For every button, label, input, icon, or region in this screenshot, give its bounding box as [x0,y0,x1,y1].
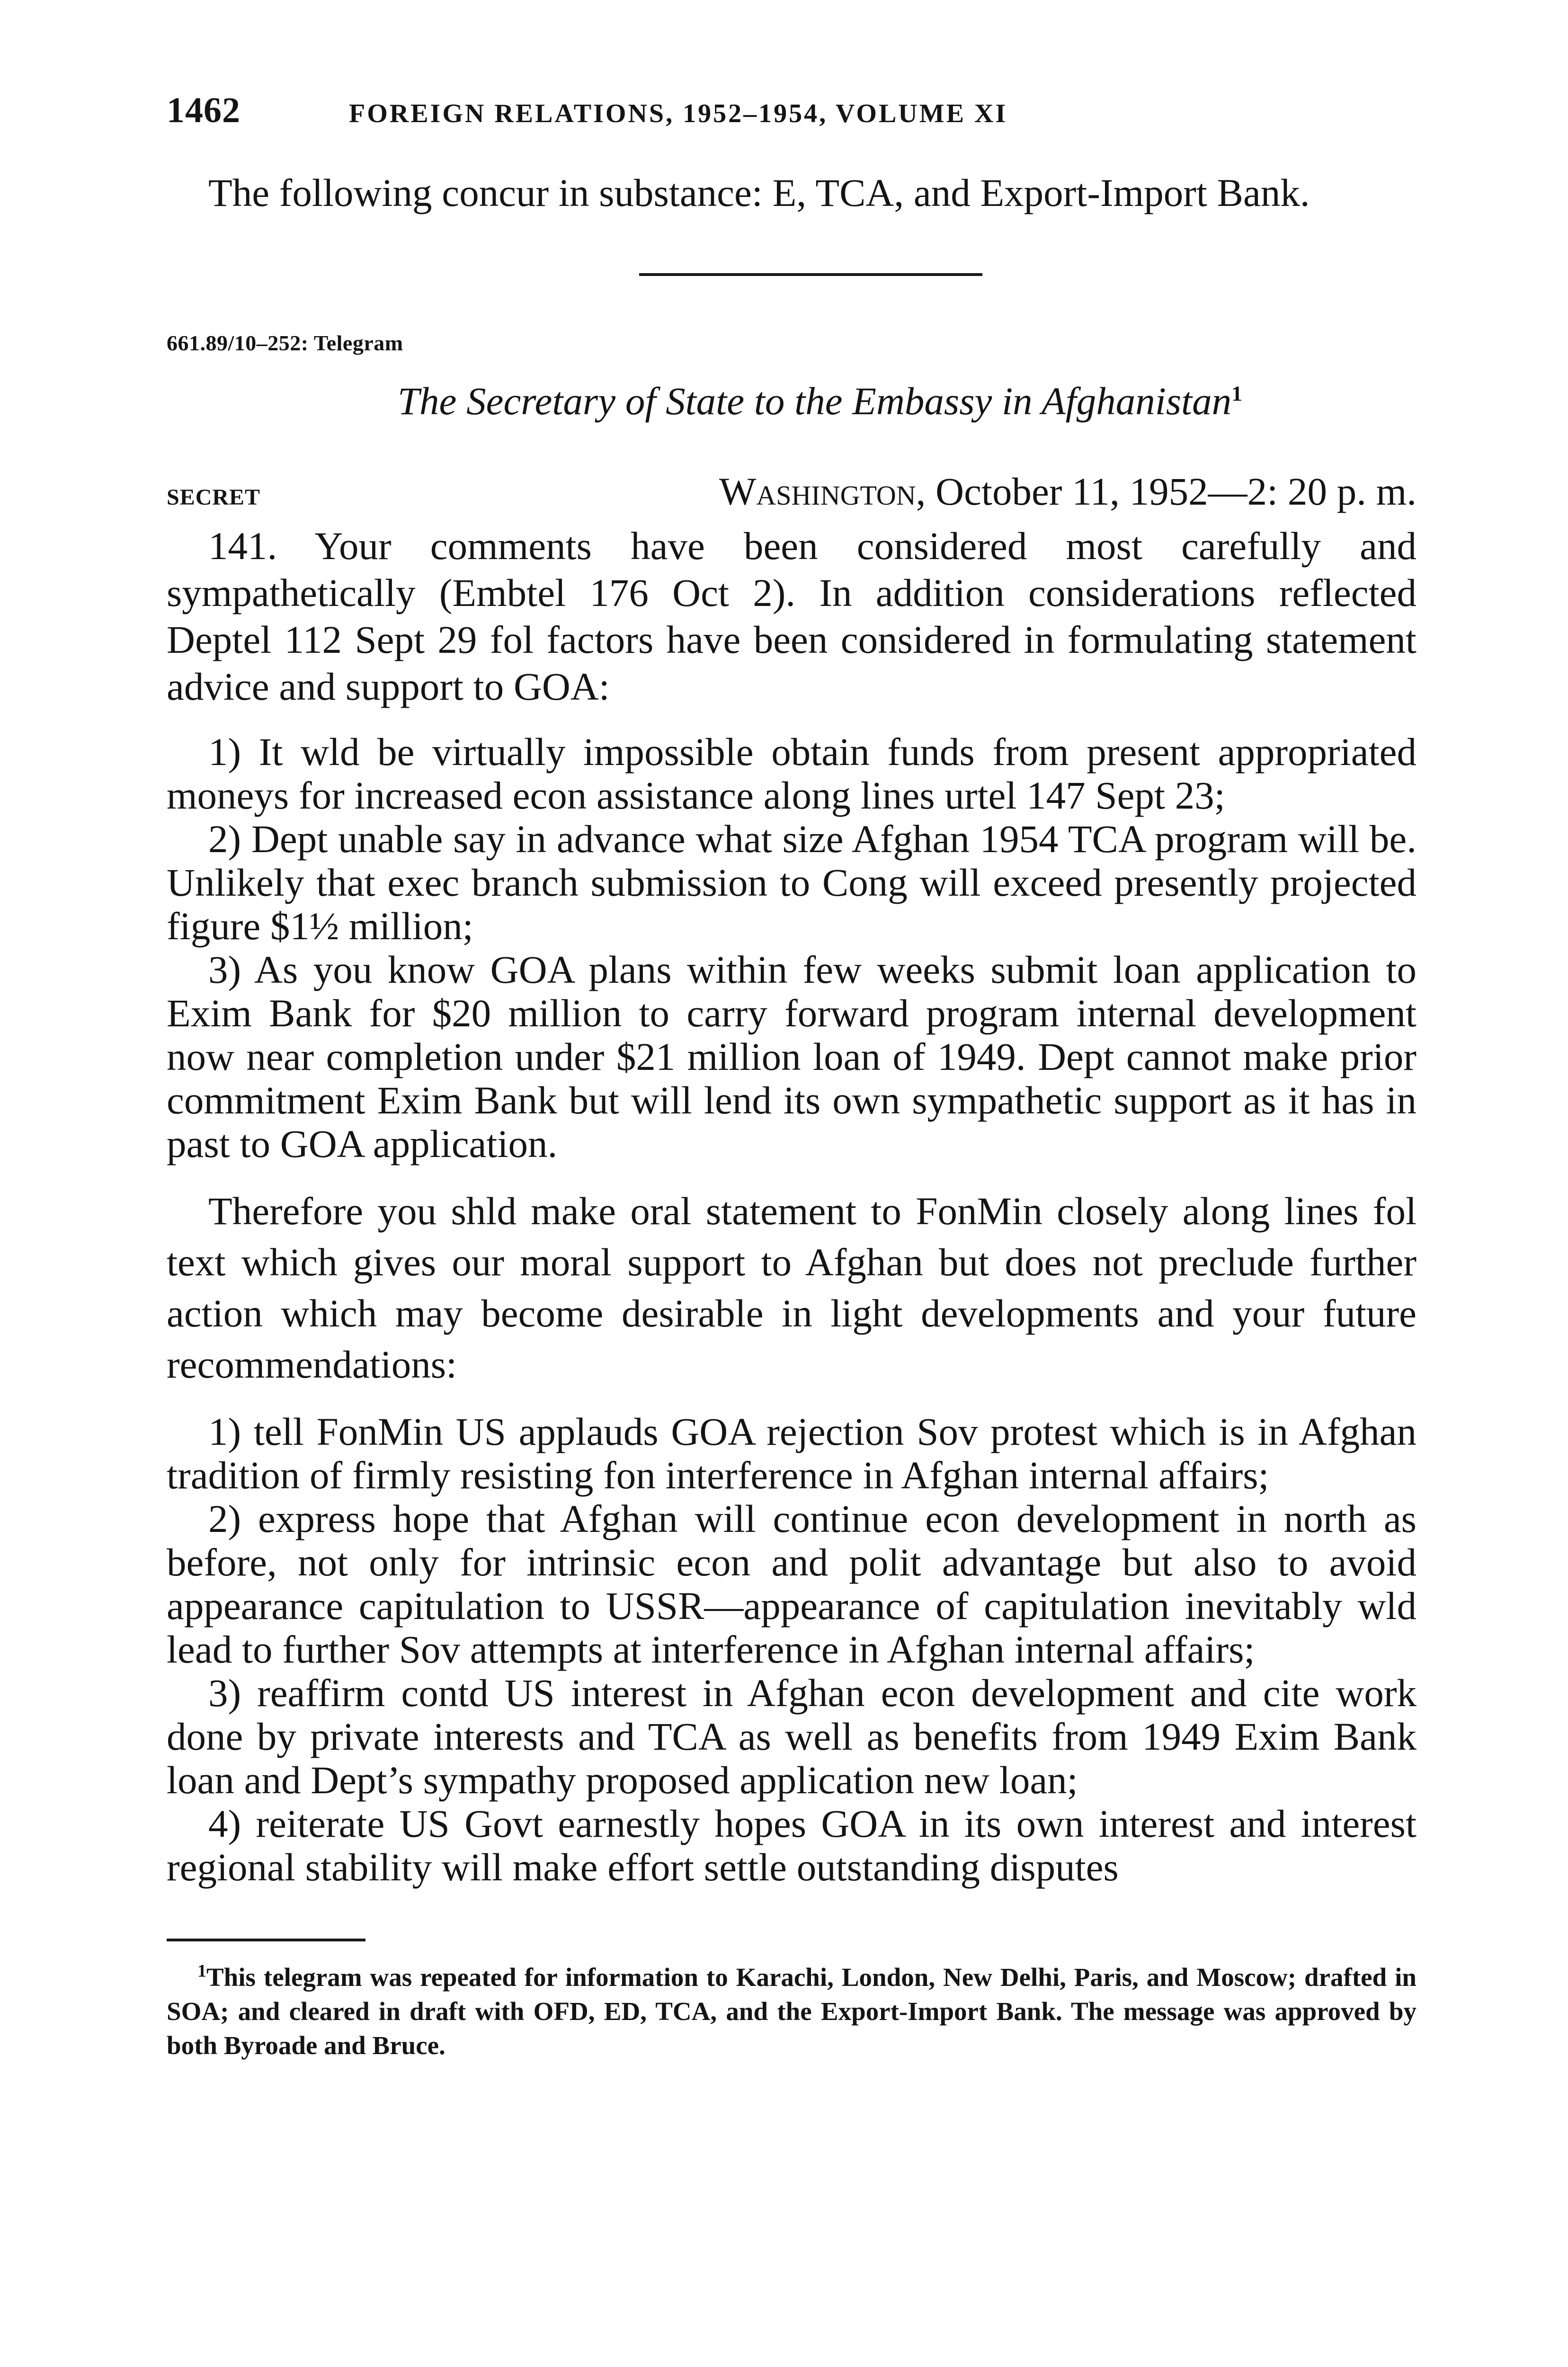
place: Washington [719,470,916,513]
footnote-text: This telegram was repeated for information to Karachi, London, New Delhi, Paris, and Moscow; drafted in SOA; and cleared in draft with OFD, ED, TCA, and the Export-Import Bank. The message was approved by both Byroade and Bruce. [167,1963,1417,2060]
factor-item: 3) As you know GOA plans within few weeks submit loan application to Exim Bank for $20 million to carry forward program internal development now near completion under $21 million loan of 1949. Dept cannot make prior commitment Exim Bank but will lend its own sympathetic support as it has in past to GOA application. [167,948,1417,1166]
dateline [167,469,1417,514]
point-item: 4) reiterate US Govt earnestly hopes GOA in its own interest and interest regional stability will make effort settle outstanding disputes [167,1802,1417,1889]
document-title-text: The Secretary of State to the Embassy in Afghanistan [397,379,1232,423]
classification-label: SECRET [167,485,261,510]
running-head [167,90,1417,142]
document-title [167,378,1417,424]
footnote-divider [167,1939,365,1941]
footnote-marker: 1 [197,1961,206,1981]
point-item: 1) tell FonMin US applauds GOA rejection Sov protest which is in Afghan tradition of firmly resisting fon interference in Afghan internal affairs; [167,1410,1417,1497]
factor-item: 2) Dept unable say in advance what size Afghan 1954 TCA program will be. Unlikely that exec branch submission to Cong will exceed presently projected figure $1½ million; [167,817,1417,948]
point-item: 2) express hope that Afghan will continue econ development in north as before, not only for intrinsic econ and polit advantage but also to avoid appearance capitulation to USSR—appearance of capitulation inevitably wld lead to further Sov attempts at interference in Afghan internal affairs; [167,1497,1417,1671]
date: , October 11, 1952—2: 20 p. m. [916,470,1417,513]
factor-list [167,730,1417,1166]
point-item: 3) reaffirm contd US interest in Afghan econ development and cite work done by private interests and TCA as well as benefits from 1949 Exim Bank loan and Dept’s sympathy proposed application new loan; [167,1671,1417,1802]
message-opening: 141. Your comments have been considered most carefully and sympathetically (Embtel 176 Oct 2). In addition considerations reflected Deptel 112 Sept 29 fol factors have been considered in formulating statement advice and support to GOA: [167,524,1417,708]
concur-note: The following concur in substance: E, TCA, and Export-Import Bank. [208,171,1310,214]
page-number: 1462 [167,90,241,130]
points-list [167,1410,1417,1889]
footnote-reference: 1 [1231,381,1243,406]
section-divider [639,273,982,276]
running-title: FOREIGN RELATIONS, 1952–1954, VOLUME XI [349,99,1008,128]
factor-item: 1) It wld be virtually impossible obtain funds from present appropriated moneys for increased econ assistance along lines urtel 147 Sept 23; [167,730,1417,817]
document-page [167,90,1417,2063]
place-and-date [719,469,1417,514]
file-reference: 661.89/10–252: Telegram [167,331,403,355]
instructions-paragraph: Therefore you shld make oral statement to FonMin closely along lines fol text which gives our moral support to Afghan but does not preclude further action which may become desirable in light developments and your future recommendations: [167,1189,1417,1386]
footnote [167,1960,1417,2063]
